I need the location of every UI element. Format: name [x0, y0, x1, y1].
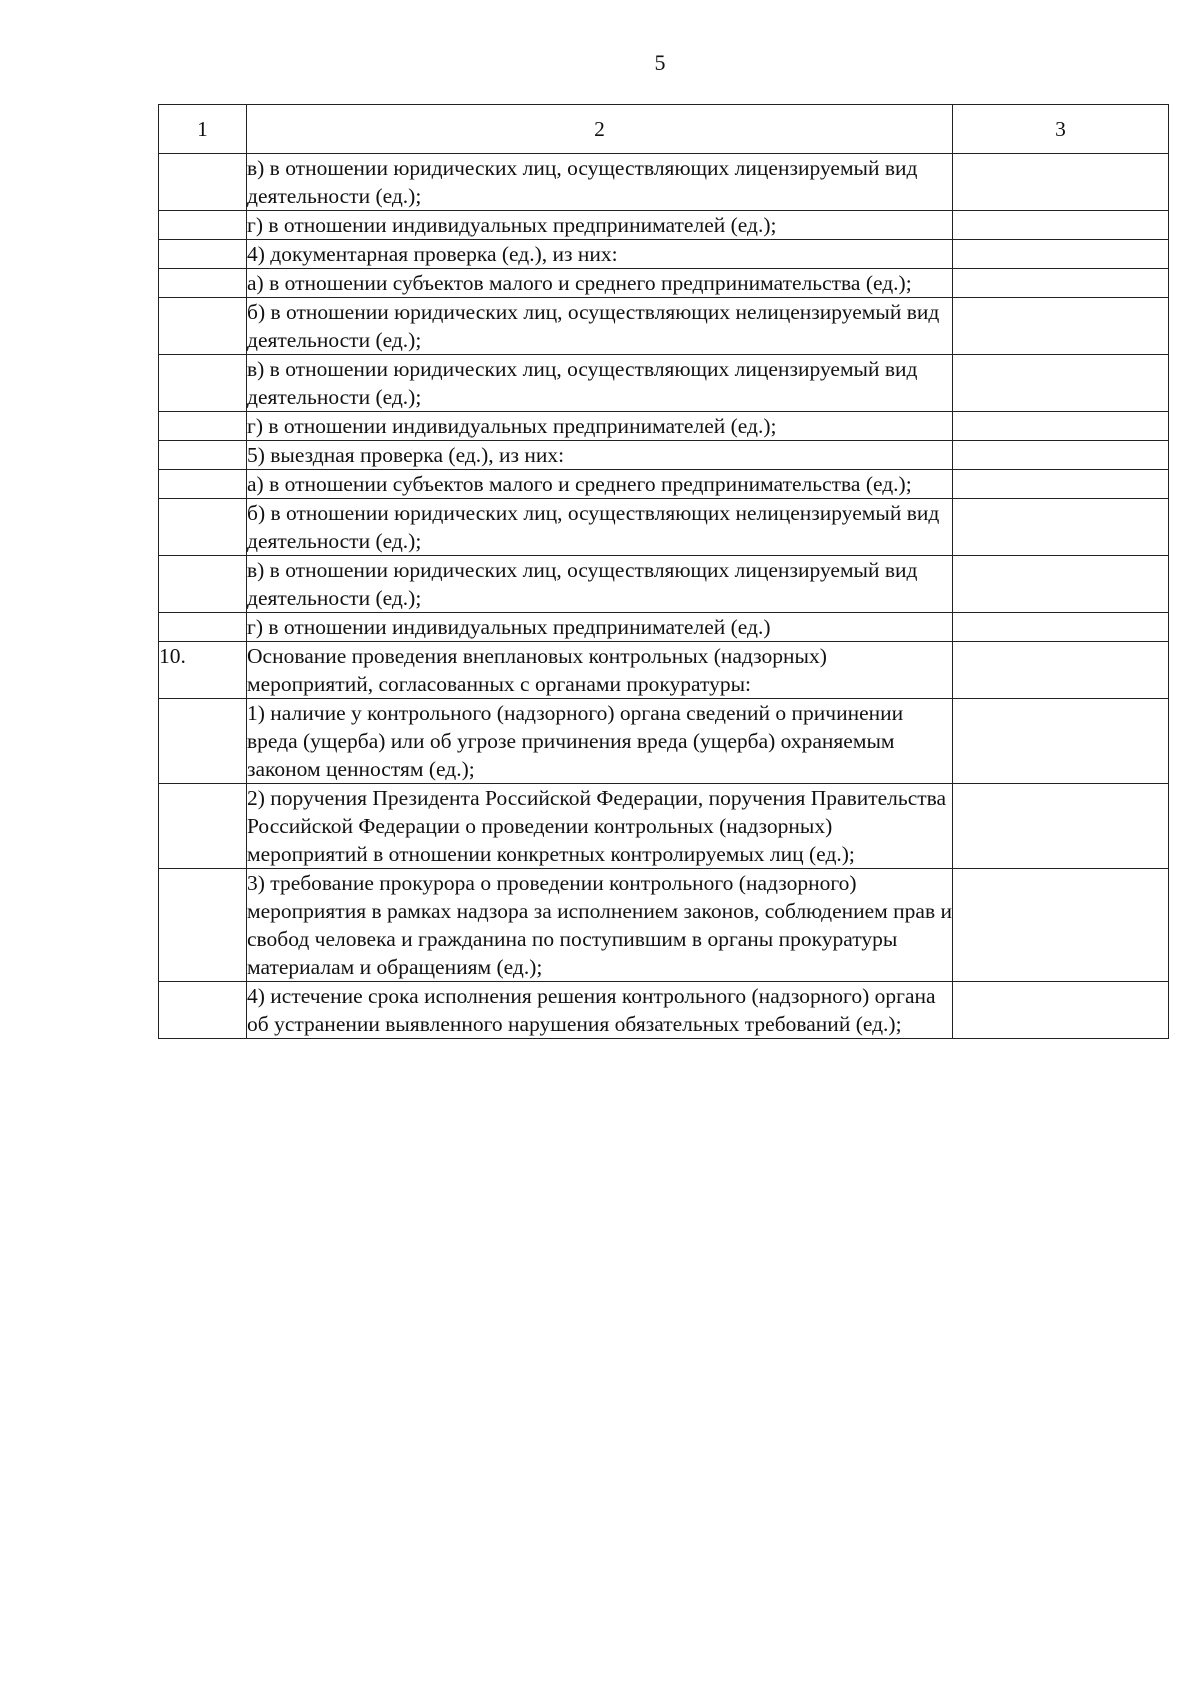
row-number-cell: 10. [159, 642, 247, 699]
table-row [159, 269, 1169, 298]
row-value-cell [953, 982, 1169, 1039]
row-number-cell [159, 982, 247, 1039]
table-row [159, 869, 1169, 982]
table-body [159, 154, 1169, 1039]
table-row [159, 154, 1169, 211]
row-number-cell [159, 699, 247, 784]
row-value-cell [953, 699, 1169, 784]
row-description-cell: в) в отношении юридических лиц, осуществляющих лицензируемый вид деятельности (ед.); [247, 355, 953, 412]
row-description-cell: Основание проведения внеплановых контрольных (надзорных) мероприятий, согласованных с органами прокуратуры: [247, 642, 953, 699]
row-description-cell: г) в отношении индивидуальных предпринимателей (ед.); [247, 412, 953, 441]
row-description-cell: 5) выездная проверка (ед.), из них: [247, 441, 953, 470]
row-description-cell: 2) поручения Президента Российской Федерации, поручения Правительства Российской Федерации о проведении контрольных (надзорных) мероприятий в отношении конкретных контролируемых лиц (ед.); [247, 784, 953, 869]
row-value-cell [953, 355, 1169, 412]
row-value-cell [953, 556, 1169, 613]
row-description-cell: г) в отношении индивидуальных предпринимателей (ед.) [247, 613, 953, 642]
table-header-row [159, 105, 1169, 154]
row-value-cell [953, 269, 1169, 298]
table-row [159, 556, 1169, 613]
row-description-cell: 4) истечение срока исполнения решения контрольного (надзорного) органа об устранении выявленного нарушения обязательных требований (ед.); [247, 982, 953, 1039]
row-value-cell [953, 240, 1169, 269]
table-row [159, 699, 1169, 784]
table-row [159, 784, 1169, 869]
header-col-3: 3 [953, 105, 1169, 154]
row-number-cell [159, 211, 247, 240]
row-description-cell: б) в отношении юридических лиц, осуществляющих нелицензируемый вид деятельности (ед.); [247, 298, 953, 355]
row-number-cell [159, 355, 247, 412]
row-description-cell: в) в отношении юридических лиц, осуществляющих лицензируемый вид деятельности (ед.); [247, 556, 953, 613]
row-number-cell [159, 269, 247, 298]
table-row [159, 982, 1169, 1039]
table-row [159, 211, 1169, 240]
table-row [159, 441, 1169, 470]
row-number-cell [159, 441, 247, 470]
row-number-cell [159, 784, 247, 869]
header-col-2: 2 [247, 105, 953, 154]
row-number-cell [159, 240, 247, 269]
row-description-cell: г) в отношении индивидуальных предпринимателей (ед.); [247, 211, 953, 240]
row-value-cell [953, 441, 1169, 470]
row-number-cell [159, 556, 247, 613]
row-value-cell [953, 154, 1169, 211]
row-number-cell [159, 499, 247, 556]
page-number: 5 [654, 50, 666, 75]
row-number-cell [159, 470, 247, 499]
header-col-1: 1 [159, 105, 247, 154]
row-value-cell [953, 298, 1169, 355]
table-row [159, 470, 1169, 499]
table-row [159, 355, 1169, 412]
table-row [159, 499, 1169, 556]
row-number-cell [159, 298, 247, 355]
table-row [159, 642, 1169, 699]
row-value-cell [953, 211, 1169, 240]
row-description-cell: 4) документарная проверка (ед.), из них: [247, 240, 953, 269]
row-description-cell: 1) наличие у контрольного (надзорного) органа сведений о причинении вреда (ущерба) или об угрозе причинения вреда (ущерба) охраняемым законом ценностям (ед.); [247, 699, 953, 784]
row-value-cell [953, 642, 1169, 699]
row-value-cell [953, 470, 1169, 499]
table-row [159, 613, 1169, 642]
row-description-cell: б) в отношении юридических лиц, осуществляющих нелицензируемый вид деятельности (ед.); [247, 499, 953, 556]
table-row [159, 240, 1169, 269]
row-number-cell [159, 154, 247, 211]
report-table [158, 104, 1169, 1039]
row-description-cell: в) в отношении юридических лиц, осуществляющих лицензируемый вид деятельности (ед.); [247, 154, 953, 211]
row-value-cell [953, 869, 1169, 982]
table-row [159, 412, 1169, 441]
table-row [159, 298, 1169, 355]
row-description-cell: а) в отношении субъектов малого и среднего предпринимательства (ед.); [247, 470, 953, 499]
row-value-cell [953, 613, 1169, 642]
row-description-cell: а) в отношении субъектов малого и среднего предпринимательства (ед.); [247, 269, 953, 298]
row-value-cell [953, 499, 1169, 556]
row-number-cell [159, 613, 247, 642]
row-number-cell [159, 869, 247, 982]
row-description-cell: 3) требование прокурора о проведении контрольного (надзорного) мероприятия в рамках надзора за исполнением законов, соблюдением прав и свобод человека и гражданина по поступившим в органы прокуратуры материалам и обращениям (ед.); [247, 869, 953, 982]
row-value-cell [953, 784, 1169, 869]
row-value-cell [953, 412, 1169, 441]
row-number-cell [159, 412, 247, 441]
